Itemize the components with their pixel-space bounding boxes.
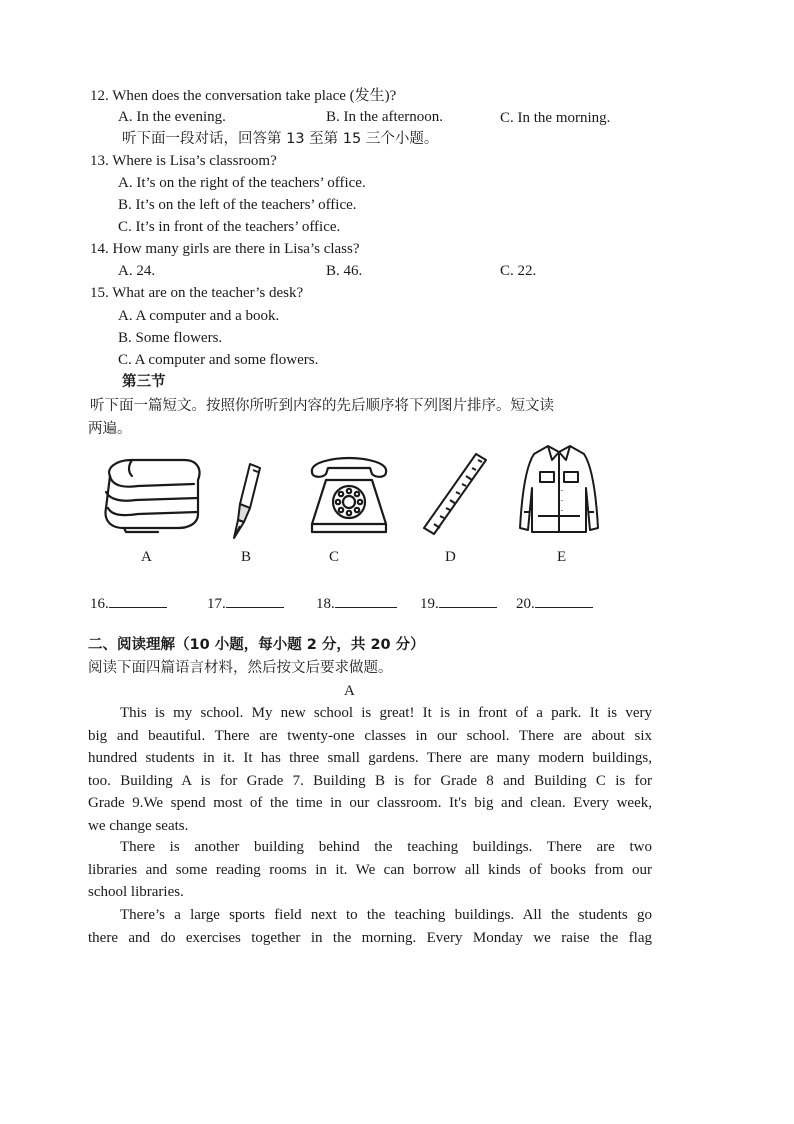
para1-line-6: we change seats.: [88, 817, 189, 834]
para1-line-5: Grade 9.We spend most of the time in our classroom. It's big and clean. Every week,: [88, 795, 652, 811]
part2-instruction: 阅读下面四篇语言材料，然后按文后要求做题。: [88, 660, 393, 676]
picture-label-a: A: [141, 549, 152, 565]
para1-line-2: big and beautiful. There are twenty-one classes in our school. There are about six: [88, 727, 652, 744]
para3-line-1: There’s a large sports field next to the teaching buildings. All the students go: [120, 907, 652, 923]
answer-number-17: 17.: [207, 596, 226, 612]
answer-blank-19[interactable]: [420, 593, 497, 614]
question-12: 12. When does the conversation take place (发生)?: [90, 88, 397, 104]
picture-label-b: B: [241, 549, 252, 565]
q15-option-b: B. Some flowers.: [118, 330, 223, 346]
answer-blank-20[interactable]: [516, 593, 593, 614]
q12-option-c: C. In the morning.: [500, 110, 611, 126]
q14-option-a: A. 24.: [118, 263, 156, 279]
q13-option-a: A. It’s on the right of the teachers’ office.: [118, 175, 366, 191]
passage-paragraph-3: [88, 904, 652, 949]
answer-number-20: 20.: [516, 596, 535, 612]
para1-line-3: hundred students in it. It has three small gardens. There are many modern buildings,: [88, 750, 652, 766]
picture-label-d: D: [445, 549, 456, 565]
q15-option-c: C. A computer and some flowers.: [118, 352, 319, 368]
para2-line-1: There is another building behind the teaching buildings. There are two: [120, 839, 652, 855]
question-15: 15. What are on the teacher’s desk?: [90, 285, 304, 301]
q14-option-c: C. 22.: [500, 263, 537, 279]
answer-number-19: 19.: [420, 596, 439, 612]
ruler-icon: [420, 452, 490, 536]
q13-option-c: C. It’s in front of the teachers’ office.: [118, 219, 341, 235]
q15-option-a: A. A computer and a book.: [118, 308, 280, 324]
folded-blanket-icon: [98, 448, 206, 534]
question-14: 14. How many girls are there in Lisa’s class?: [90, 241, 360, 257]
passage-paragraph-2: [88, 836, 652, 904]
answer-number-18: 18.: [316, 596, 335, 612]
instruction-13-15: 听下面一段对话，回答第 13 至第 15 三个小题。: [122, 131, 439, 147]
section3-instruction-1: 听下面一篇短文。按照你所听到内容的先后顺序将下列图片排序。短文读: [90, 398, 554, 414]
para1-line-4: too. Building A is for Grade 7. Building B is for Grade 8 and Building C is for: [88, 772, 652, 789]
answer-blank-16[interactable]: [90, 593, 167, 614]
picture-label-c: C: [329, 549, 340, 565]
para2-line-2: libraries and some reading rooms in it. We can borrow all kinds of books from our: [88, 861, 652, 878]
q13-option-b: B. It’s on the left of the teachers’ office.: [118, 197, 357, 213]
passage-paragraph-1: [88, 702, 652, 837]
q14-option-b: B. 46.: [326, 263, 363, 279]
section3-instruction-2: 两遍。: [88, 421, 132, 437]
answer-blank-17[interactable]: [207, 593, 284, 614]
part2-title: 二、阅读理解（10 小题，每小题 2 分，共 20 分）: [88, 637, 425, 653]
telephone-icon: [304, 456, 394, 538]
section3-title: 第三节: [122, 374, 166, 390]
para3-line-2: there and do exercises together in the morning. Every Monday we raise the flag: [88, 929, 652, 946]
q12-option-b: B. In the afternoon.: [326, 109, 444, 125]
para1-line-1: This is my school. My new school is great! It is in front of a park. It is very: [120, 705, 652, 721]
question-13: 13. Where is Lisa’s classroom?: [90, 153, 277, 169]
answer-number-16: 16.: [90, 596, 109, 612]
fountain-pen-icon: [228, 460, 264, 542]
answer-blank-18[interactable]: [316, 593, 397, 614]
jacket-icon: [518, 442, 600, 538]
para2-line-3: school libraries.: [88, 884, 184, 900]
q12-option-a: A. In the evening.: [118, 109, 226, 125]
picture-label-e: E: [557, 549, 567, 565]
passage-label: A: [344, 683, 355, 699]
